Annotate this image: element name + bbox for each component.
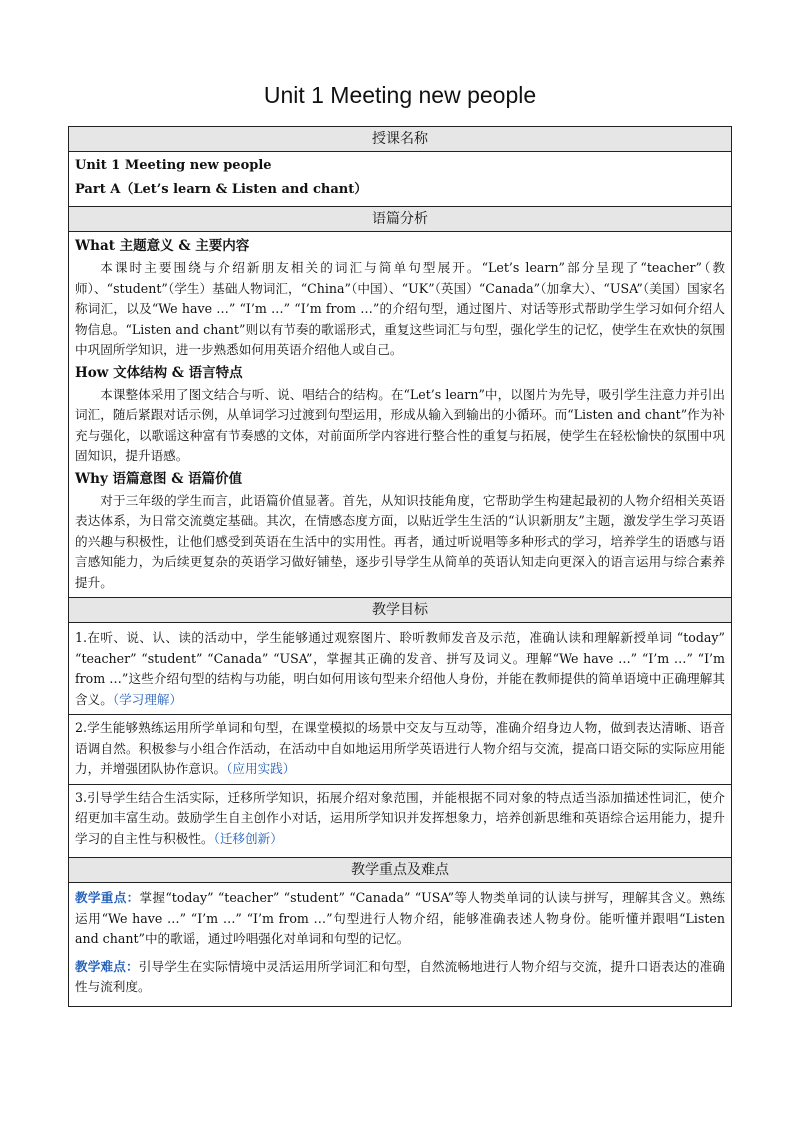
objective-tag: （学习理解） bbox=[112, 691, 183, 707]
focus-label: 教学重点： bbox=[75, 890, 140, 905]
why-heading: Why 语篇意图 & 语篇价值 bbox=[75, 470, 243, 487]
teaching-focus bbox=[75, 885, 725, 954]
why-paragraph: 对于三年级的学生而言，此语篇价值显著。首先，从知识技能角度，它帮助学生构建起最初的人物介绍相关英语表达体系，为日常交流奠定基础。其次，在情感态度方面，以贴近学生生活的“认识新朋友”主题，激发学生学习英语的兴趣与积极性，让他们感受到英语在生活中的实用性。再者，通过听说唱等多种形式的学习，培养学生的语感与语言感知能力，为后续更复杂的英语学习做好铺垫，逐步引导学生从简单的英语认知走向更深入的语言运用与综合素养提升。 bbox=[75, 492, 725, 590]
objective-item-2 bbox=[75, 715, 725, 784]
objective-tag: （迁移创新） bbox=[213, 830, 283, 846]
objective-text: 3.引导学生结合生活实际，迁移所学知识，拓展介绍对象范围，并能根据不同对象的特点适当添加描述性词汇，使介绍更加丰富生动。鼓励学生自主创作小对话，运用所学知识并发挥想象力，培养创新思维和英语综合运用能力，提升学习的自主性与积极性。 bbox=[75, 789, 725, 846]
objective-item-3 bbox=[75, 785, 725, 854]
course-unit-line: Unit 1 Meeting new people bbox=[75, 158, 272, 173]
section-header-key-points: 教学重点及难点 bbox=[69, 858, 731, 883]
focus-text: 掌握“today” “teacher” “student” “Canada” “USA”等人物类单词的认读与拼写，理解其含义。熟练运用“We have …” “I’m …” “I’m from …”句型进行人物介绍，能够准确表述人物身份。能听懂并跟唱“Listen and chant”中的歌谣，通过吟唱强化对单词和句型的记忆。 bbox=[75, 890, 725, 946]
lesson-plan-table bbox=[68, 126, 732, 1007]
how-heading: How 文体结构 & 语言特点 bbox=[75, 364, 243, 381]
objectives-body bbox=[69, 623, 731, 858]
objective-text: 1.在听、说、认、读的活动中，学生能够通过观察图片、聆听教师发音及示范，准确认读和理解新授单词 “today” “teacher” “student” “Canada” “USA”，掌握其正确的发音、拼写及词义。理解“We have …” “I’m …” “I’m from …”这些介绍句型的结构与功能，明白如何用该句型来介绍他人身份，并能在教师提供的简单语境中正确理解其含义。 bbox=[75, 630, 725, 707]
what-heading: What 主题意义 & 主要内容 bbox=[75, 238, 250, 254]
course-name-body bbox=[69, 152, 731, 207]
difficulty-label: 教学难点： bbox=[75, 958, 139, 974]
what-paragraph: 本课时主要围绕与介绍新朋友相关的词汇与简单句型展开。“Let’s learn”部分呈现了“teacher”（教师）、“student”（学生）基础人物词汇，“China”（中国）、“UK”（英国）“Canada”（加拿大）、“USA”（美国）国家名称词汇，以及“We have …” “I’m …” “I’m from …”的介绍句型，通过图片、对话等形式帮助学生学习如何介绍人物信息。“Listen and chant”则以有节奏的歌谣形式，重复这些词汇与句型，强化学生的记忆，使学生在欢快的氛围中巩固所学知识，进一步熟悉如何用英语介绍他人或自己。 bbox=[75, 260, 725, 357]
difficulty-text: 引导学生在实际情境中灵活运用所学词汇和句型，自然流畅地进行人物介绍与交流，提升口语表达的准确性与流利度。 bbox=[75, 958, 726, 994]
how-paragraph: 本课整体采用了图文结合与听、说、唱结合的结构。在“Let’s learn”中，以图片为先导，吸引学生注意力并引出词汇，随后紧跟对话示例，从单词学习过渡到句型运用，形成从输入到输出的小循环。而“Listen and chant”作为补充与强化，以歌谣这种富有节奏感的文体，对前面所学内容进行整合性的重复与拓展，使学生在轻松愉快的氛围中巩固知识，提升语感。 bbox=[75, 386, 725, 463]
objective-text: 2.学生能够熟练运用所学单词和句型，在课堂模拟的场景中交友与互动等，准确介绍身边人物，做到表达清晰、语音语调自然。积极参与小组合作活动，在活动中自如地运用所学英语进行人物介绍与交流，提高口语交际的实际应用能力，并增强团队协作意识。 bbox=[75, 720, 725, 776]
course-part-line: Part A（Let’s learn & Listen and chant） bbox=[75, 182, 368, 197]
objective-item-1 bbox=[75, 625, 725, 714]
text-analysis-body bbox=[69, 232, 731, 598]
teaching-difficulty bbox=[75, 954, 725, 1002]
section-header-objectives: 教学目标 bbox=[69, 598, 731, 623]
key-points-body bbox=[69, 883, 731, 1006]
section-header-course-name: 授课名称 bbox=[69, 127, 731, 152]
objective-tag: （应用实践） bbox=[226, 761, 296, 776]
section-header-text-analysis: 语篇分析 bbox=[69, 207, 731, 232]
document-title: Unit 1 Meeting new people bbox=[263, 82, 537, 108]
